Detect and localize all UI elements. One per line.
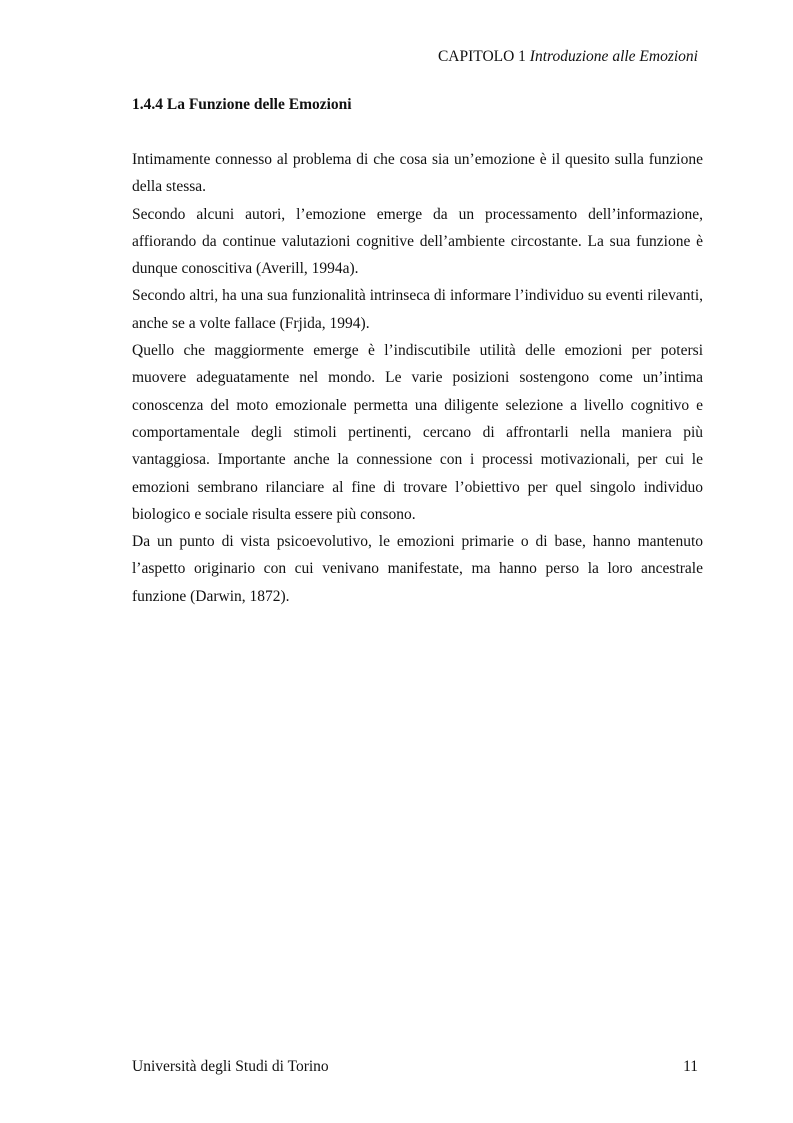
chapter-label: CAPITOLO 1 [437,48,526,65]
paragraph-2: Secondo alcuni autori, l’emozione emerge da un processamento dell’informazione, affiorando da continue valutazioni cognitive dell’ambiente circostante. La sua funzione è dunque conoscitiva (Averill, 1994a). [132,205,703,278]
paragraph-3: Secondo altri, ha una sua funzionalità intrinseca di informare l’individuo su eventi rilevanti, anche se a volte fallace (Frjida, 1994). [132,287,703,332]
body-text [132,146,703,610]
section-heading: 1.4.4 La Funzione delle Emozioni [132,96,352,113]
paragraph-4: Quello che maggiormente emerge è l’indiscutibile utilità delle emozioni per potersi muovere adeguatamente nel mondo. Le varie posizioni sostengono come un’intima conoscenza del moto emozionale permetta una diligente selezione a livello cognitivo e comportamentale degli stimoli pertinenti, cercano di affrontarli nella maniera più vantaggiosa. Importante anche la connessione con i processi motivazionali, per cui le emozioni sembrano rilanciare al fine di trovare l’obiettivo per quel singolo individuo biologico e sociale risulta essere più consono. [132,342,703,523]
paragraph-5: Da un punto di vista psicoevolutivo, le emozioni primarie o di base, hanno mantenuto l’aspetto originario con cui venivano manifestate, ma hanno perso la loro ancestrale funzione (Darwin, 1872). [132,533,703,605]
footer-institution: Università degli Studi di Torino [132,1058,329,1075]
paragraph-1: Intimamente connesso al problema di che cosa sia un’emozione è il quesito sulla funzione della stessa. [132,151,703,196]
page-number: 11 [683,1058,698,1075]
chapter-title: Introduzione alle Emozioni [529,48,698,65]
running-header [438,47,698,67]
